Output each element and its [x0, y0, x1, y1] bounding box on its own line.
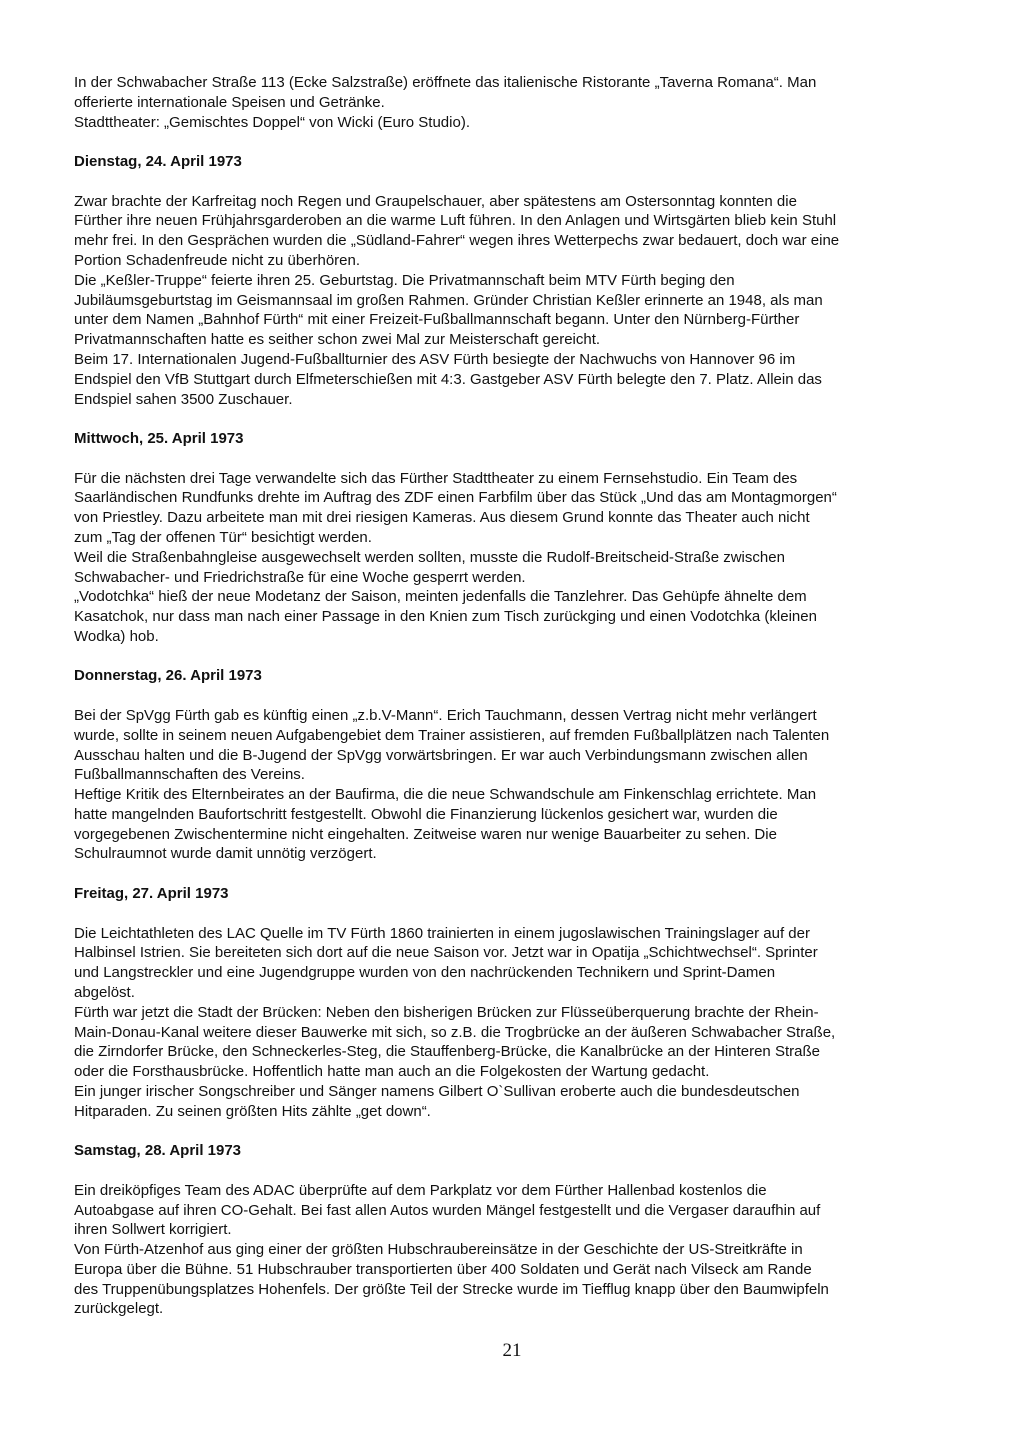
text-line: Fußballmannschaften des Vereins.: [74, 766, 305, 784]
text-line: Schwabacher- und Friedrichstraße für eine Woche gesperrt werden.: [74, 568, 526, 586]
entry-date-heading: Dienstag, 24. April 1973: [74, 153, 242, 171]
diary-entry: [74, 647, 974, 865]
text-line: Für die nächsten drei Tage verwandelte sich das Fürther Stadttheater zu einem Fernsehstudio. Ein Team des: [74, 469, 798, 487]
text-line: vorgegebenen Zwischentermine nicht eingehalten. Zeitweise waren nur wenige Bauarbeiter zu sehen. Die: [74, 825, 777, 843]
text-line: Heftige Kritik des Elternbeirates an der Baufirma, die die neue Schwandschule am Finkenschlag errichtete. Man: [74, 786, 817, 804]
text-line: Privatmannschaften hatte es seither schon zwei Mal zur Meisterschaft gereicht.: [74, 331, 601, 349]
text-line: zurückgelegt.: [74, 1300, 164, 1318]
text-line: Portion Schadenfreude nicht zu überhören.: [74, 252, 361, 270]
text-line: Kasatchok, nur dass man nach einer Passage in den Knien zum Tisch zurückging und einen Vodotchka (kleinen: [74, 608, 817, 626]
entry-date-heading: Samstag, 28. April 1973: [74, 1142, 242, 1160]
text-line: Saarländischen Rundfunks drehte im Auftrag des ZDF einen Farbfilm über das Stück „Und das am Montagmorgen“: [74, 489, 837, 507]
text-line: Jubiläumsgeburtstag im Geismannsaal im großen Rahmen. Gründer Christian Keßler erinnerte an 1948, als man: [74, 291, 823, 309]
text-line: Beim 17. Internationalen Jugend-Fußballturnier des ASV Fürth besiegte der Nachwuchs von Hannover 96 im: [74, 350, 796, 368]
entry-date-heading: Mittwoch, 25. April 1973: [74, 430, 244, 448]
text-line: Von Fürth-Atzenhof aus ging einer der größten Hubschraubereinsätze in der Geschichte der US-Streitkräfte in: [74, 1241, 803, 1259]
text-line: unter dem Namen „Bahnhof Fürth“ mit einer Freizeit-Fußballmannschaft begann. Unter den Nürnberg-Fürther: [74, 311, 800, 329]
text-line: Zwar brachte der Karfreitag noch Regen und Graupelschauer, aber spätestens am Ostersonntag konnten die: [74, 192, 797, 210]
text-line: Autoabgase auf ihren CO-Gehalt. Bei fast allen Autos wurden Mängel festgestellt und die Vergaser daraufhin auf: [74, 1201, 821, 1219]
text-line: oder die Forsthausbrücke. Hoffentlich hatte man auch an die Folgekosten der Wartung gedacht.: [74, 1063, 710, 1081]
text-line: Die „Keßler-Truppe“ feierte ihren 25. Geburtstag. Die Privatmannschaft beim MTV Fürth beging den: [74, 271, 735, 289]
text-line: Fürth war jetzt die Stadt der Brücken: Neben den bisherigen Brücken zur Flüsseüberquerung brachte der Rhein-: [74, 1003, 819, 1021]
text-line: Hitparaden. Zu seinen größten Hits zählte „get down“.: [74, 1102, 431, 1120]
text-line: Bei der SpVgg Fürth gab es künftig einen „z.b.V-Mann“. Erich Tauchmann, dessen Vertrag nicht mehr verlängert: [74, 707, 817, 724]
diary-entry: [74, 409, 974, 646]
text-line: „Vodotchka“ hieß der neue Modetanz der Saison, meinten jedenfalls die Tanzlehrer. Das Gehüpfe ähnelte dem: [74, 588, 807, 606]
text-line: offerierte internationale Speisen und Getränke.: [74, 93, 385, 111]
text-line: die Zirndorfer Brücke, den Schneckerles-Steg, die Stauffenberg-Brücke, die Kanalbrücke an der Hinteren Straße: [74, 1043, 820, 1061]
text-line: Schulraumnot wurde damit unnötig verzögert.: [74, 845, 377, 863]
text-line: Ein dreiköpfiges Team des ADAC überprüfte auf dem Parkplatz vor dem Fürther Hallenbad kostenlos die: [74, 1181, 767, 1199]
text-line: Weil die Straßenbahngleise ausgewechselt werden sollten, musste die Rudolf-Breitscheid-Straße zwischen: [74, 548, 785, 566]
text-line: abgelöst.: [74, 983, 135, 1001]
diary-entry: [74, 132, 974, 409]
text-line: Europa über die Bühne. 51 Hubschrauber transportierten über 400 Soldaten und Gerät nach Vilseck am Rande: [74, 1260, 812, 1278]
text-line: mehr frei. In den Gesprächen wurden die „Südland-Fahrer“ wegen ihres Wetterpechs zwar bedauert, doch war eine: [74, 232, 840, 250]
text-line: Ausschau halten und die B-Jugend der SpVgg vorwärtsbringen. Er war auch Verbindungsmann zwischen allen: [74, 746, 808, 764]
text-line: und Langstreckler und eine Jugendgruppe wurden von den nachrückenden Technikern und Sprint-Damen: [74, 964, 776, 982]
text-line: Fürther ihre neuen Frühjahrsgarderoben an die warme Luft führen. In den Anlagen und Wirtsgärten blieb kein Stuhl: [74, 212, 837, 230]
entry-date-heading: Freitag, 27. April 1973: [74, 885, 229, 903]
document-body: [74, 73, 974, 1319]
text-line: von Priestley. Dazu arbeitete man mit drei riesigen Kameras. Aus diesem Grund konnte das Theater auch nicht: [74, 509, 810, 527]
text-line: Die Leichtathleten des LAC Quelle im TV Fürth 1860 trainierten in einem jugoslawischen Trainingslager auf der: [74, 924, 810, 942]
diary-entry: [74, 864, 974, 1121]
page-number: 21: [502, 1340, 522, 1361]
diary-entry: [74, 1121, 974, 1319]
text-line: Halbinsel Istrien. Sie bereiteten sich dort auf die neue Saison vor. Jetzt war in Opatija „Schichtwechsel“. Sprinter: [74, 944, 818, 962]
text-line: wurde, sollte in seinem neuen Aufgabengebiet dem Trainer assistieren, auf fremden Fußballplätzen nach Talenten: [74, 726, 830, 744]
text-line: Ein junger irischer Songschreiber und Sänger namens Gilbert O`Sullivan eroberte auch die bundesdeutschen: [74, 1082, 800, 1100]
text-line: In der Schwabacher Straße 113 (Ecke Salzstraße) eröffnete das italienische Ristorante „Taverna Romana“. Man: [74, 74, 817, 91]
text-line: Main-Donau-Kanal weitere dieser Bauwerke mit sich, so z.B. die Trogbrücke an der äußeren Schwabacher Straße,: [74, 1023, 836, 1041]
text-line: zum „Tag der offenen Tür“ besichtigt werden.: [74, 528, 372, 546]
text-line: Stadttheater: „Gemischtes Doppel“ von Wicki (Euro Studio).: [74, 113, 470, 131]
text-line: ihren Sollwert korrigiert.: [74, 1221, 232, 1239]
text-line: Endspiel den VfB Stuttgart durch Elfmeterschießen mit 4:3. Gastgeber ASV Fürth belegte den 7. Platz. Allein das: [74, 370, 822, 388]
text-line: hatte mangelnden Baufortschritt festgestellt. Obwohl die Finanzierung lückenlos gesichert war, wurden die: [74, 805, 778, 823]
entry-date-heading: Donnerstag, 26. April 1973: [74, 667, 262, 685]
text-line: Endspiel sahen 3500 Zuschauer.: [74, 390, 293, 408]
diary-entry: [74, 73, 974, 132]
text-line: des Truppenübungsplatzes Hohenfels. Der größte Teil der Strecke wurde im Tiefflug knapp über den Baumwipfeln: [74, 1280, 829, 1298]
text-line: Wodka) hob.: [74, 627, 159, 645]
